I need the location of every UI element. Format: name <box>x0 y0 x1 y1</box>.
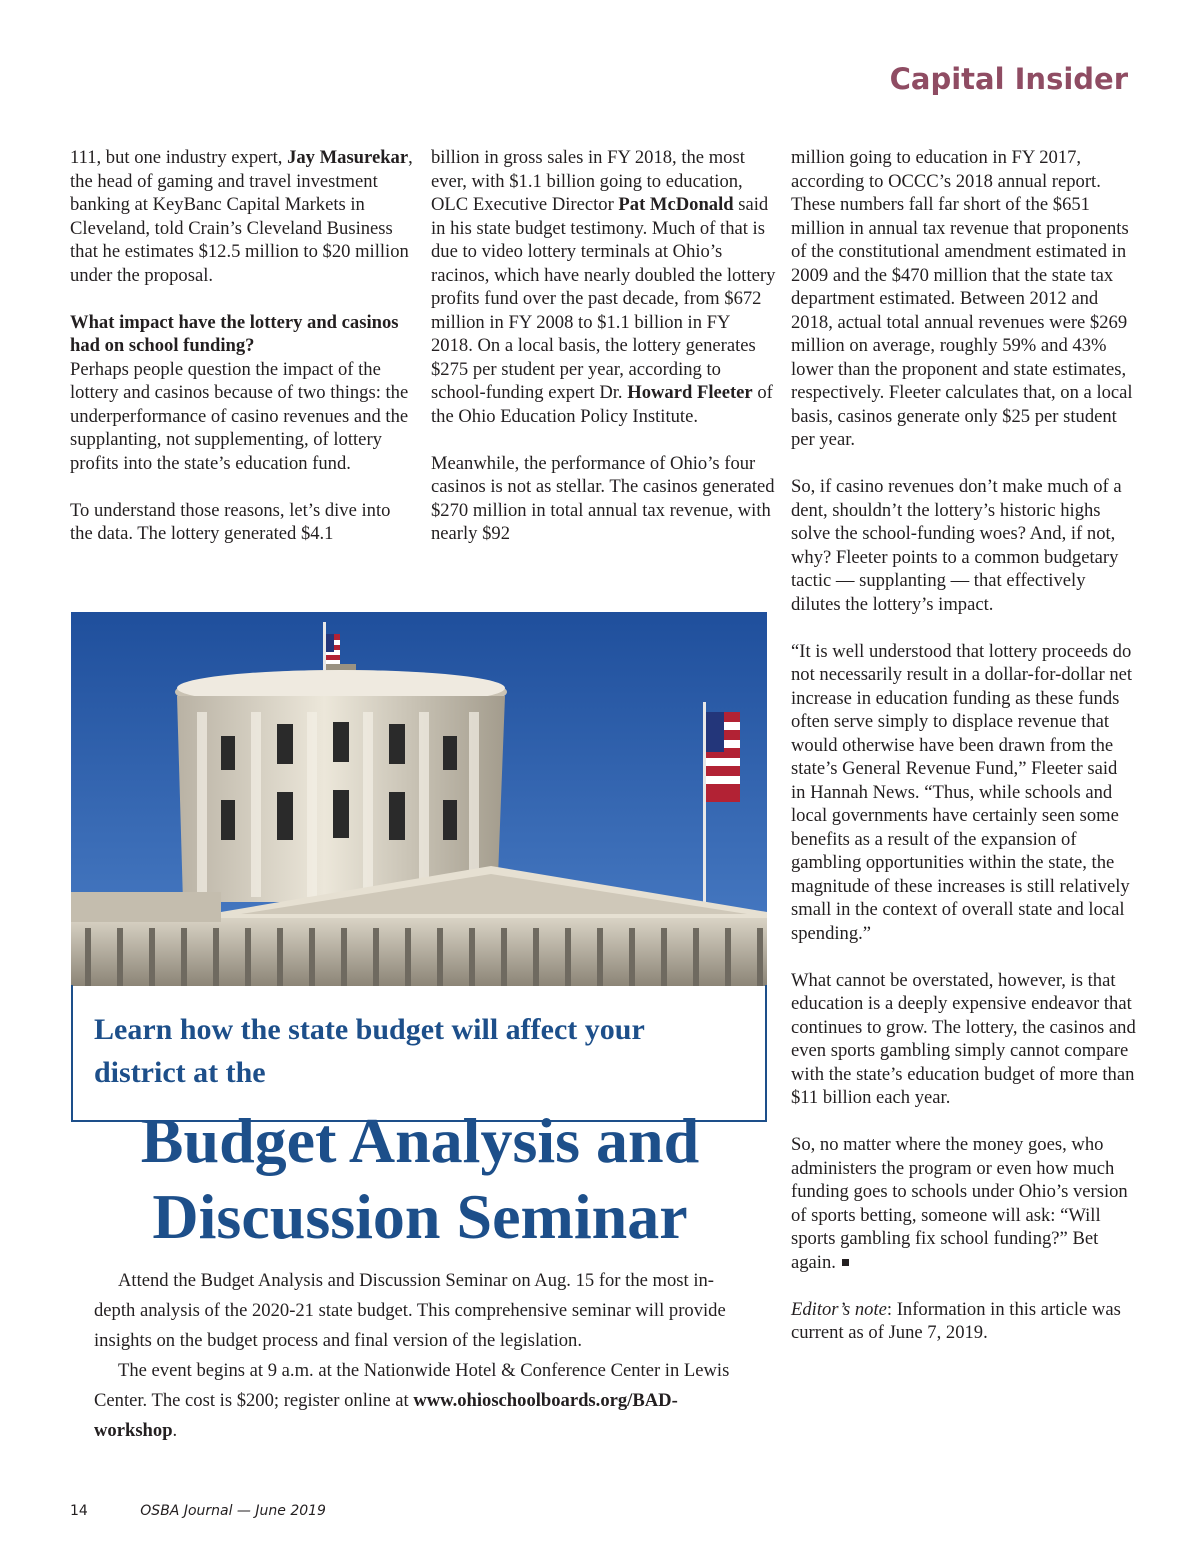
ad-paragraph: Attend the Budget Analysis and Discussion Seminar on Aug. 15 for the most in-depth analysis of the 2020-21 state budget. This comprehensive seminar will provide insights on the budget process and final version of the legislation. <box>94 1270 726 1351</box>
page-number: 14 <box>70 1503 88 1519</box>
person-name: Jay Masurekar <box>287 147 409 168</box>
quote-paragraph: “It is well understood that lottery proceeds do not necessarily result in a dollar-for-dollar net increase in education funding as these funds often serve simply to displace revenue that would otherwise have been drawn from the state’s General Revenue Fund,” Fleeter said in Hannah News. “Thus, while schools and local governments have certainly seen some benefits as a result of the expansion of gambling opportunities within the state, the magnitude of these increases is still relatively small in the context of overall state and local spending.” <box>791 640 1133 944</box>
ad-intro: Learn how the state budget will affect your district at the <box>94 1013 645 1089</box>
end-mark-icon <box>842 1259 849 1266</box>
paragraph: 111, but one industry expert, Jay Masurekar, the head of gaming and travel investment banking at KeyBanc Capital Markets in Cleveland, told Crain’s Cleveland Business that he estimates $12.5 million to $20 million under the proposal. <box>70 147 413 286</box>
article-column-2 <box>431 146 776 546</box>
ad-body <box>94 1266 734 1446</box>
paragraph: billion in gross sales in FY 2018, the most ever, with $1.1 billion going to education, OLC Executive Director Pat McDonald said in his state budget testimony. Much of that is due to video lottery terminals at Ohio’s racinos, which have nearly doubled the lottery profits fund over the past decade, from $672 million in FY 2008 to $1.1 billion in FY 2018. On a local basis, the lottery generates $275 per student per year, according to school-funding expert Dr. Howard Fleeter of the Ohio Education Policy Institute. <box>431 147 776 427</box>
registration-link[interactable]: www.ohioschoolboards.org/BAD-workshop <box>94 1390 678 1441</box>
paragraph: million going to education in FY 2017, according to OCCC’s 2018 annual report. These numbers fall far short of the $651 million in annual tax revenue that proponents of the constitutional amendment estimated in 2009 and the $470 million that the state tax department estimated. Between 2012 and 2018, actual total annual revenues were $269 million on average, roughly 59% and 43% lower than the proponent and state estimates, respectively. Fleeter calculates that, on a local basis, casinos generate only $25 per student per year. <box>791 147 1133 450</box>
paragraph: So, no matter where the money goes, who administers the program or even how much funding goes to schools under Ohio’s version of sports betting, someone will ask: “Will sports gambling fix school funding?” Bet again. <box>791 1134 1128 1273</box>
editors-note: Editor’s note: Information in this article was current as of June 7, 2019. <box>791 1298 1121 1343</box>
person-name: Pat McDonald <box>618 194 734 215</box>
article-column-3 <box>791 146 1136 1345</box>
paragraph: So, if casino revenues don’t make much of a dent, shouldn’t the lottery’s historic highs solve the school-funding woes? And, if not, why? Fleeter points to a common budgetary tactic — supplanting — that effectively dilutes the lottery’s impact. <box>791 476 1122 615</box>
person-name: Howard Fleeter <box>627 382 753 403</box>
paragraph: To understand those reasons, let’s dive into the data. The lottery generated $4.1 <box>70 499 391 544</box>
paragraph: Meanwhile, the performance of Ohio’s four casinos is not as stellar. The casinos generated $270 million in total annual tax revenue, with nearly $92 <box>431 452 775 544</box>
paragraph: What cannot be overstated, however, is that education is a deeply expensive endeavor that continues to grow. The lottery, the casinos and even sports gambling simply cannot compare with the state’s education budget of more than $11 billion each year. <box>791 969 1136 1108</box>
section-title: Capital Insider <box>889 62 1128 96</box>
statehouse-photo <box>71 612 767 986</box>
subheading: What impact have the lottery and casinos had on school funding? <box>70 311 399 356</box>
publication-line: OSBA Journal — June 2019 <box>140 1503 326 1519</box>
article-column-1 <box>70 146 415 546</box>
page-footer <box>70 1503 326 1519</box>
ad-paragraph: The event begins at 9 a.m. at the Nationwide Hotel & Conference Center in Lewis Center. The cost is $200; register online at www.ohioschoolboards.org/BAD-workshop. <box>94 1360 730 1441</box>
paragraph: What impact have the lottery and casinos had on school funding? Perhaps people question the impact of the lottery and casinos because of two things: the underperformance of casino revenues and the supplanting, not supplementing, of lottery profits into the state’s education fund. <box>70 311 415 476</box>
seminar-title: Budget Analysis and Discussion Seminar <box>140 1105 700 1252</box>
